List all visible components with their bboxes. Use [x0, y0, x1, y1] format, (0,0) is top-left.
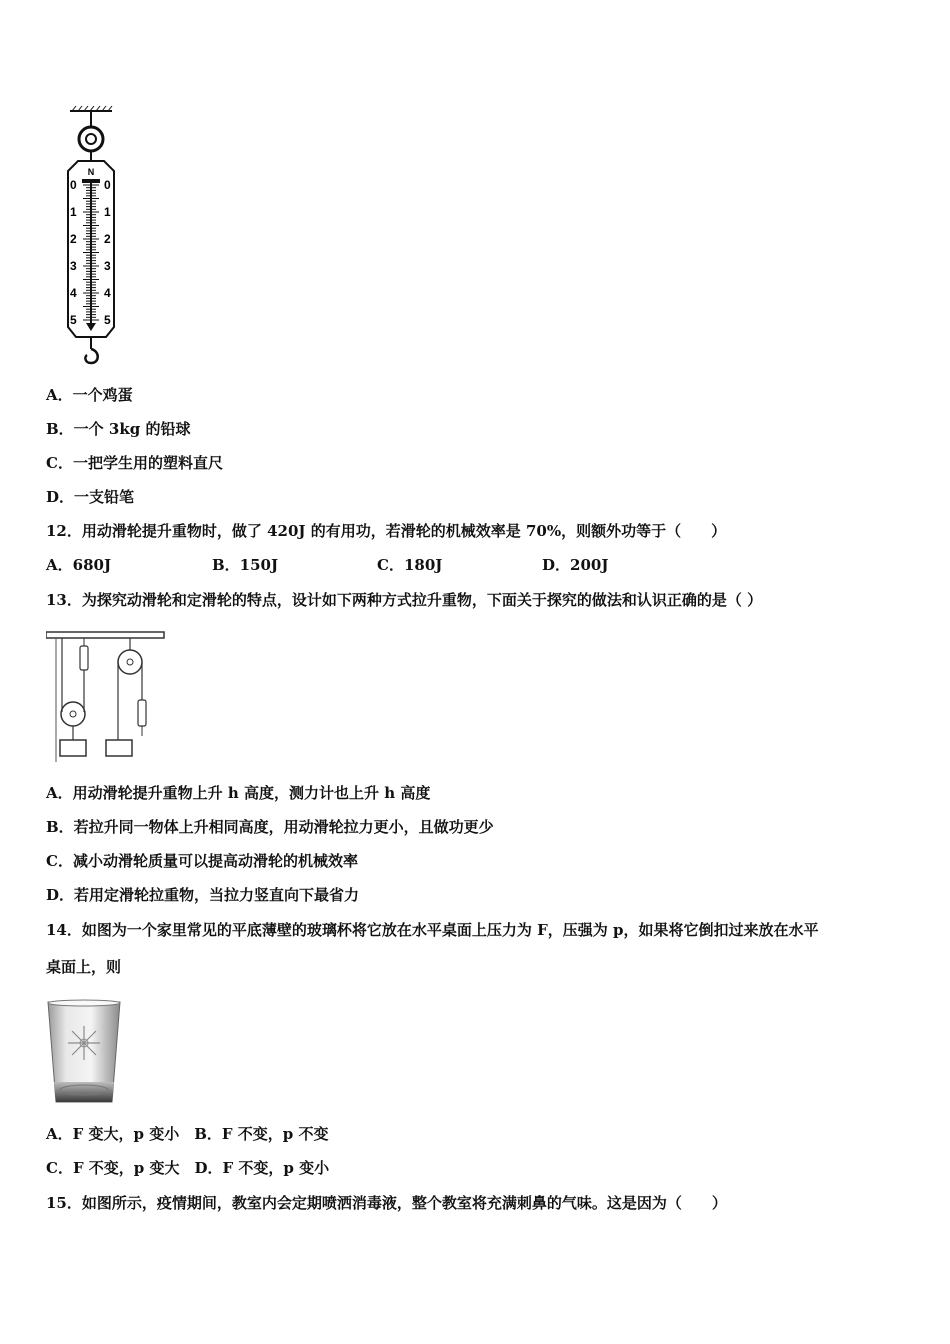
q12-option-d: D．200J [542, 556, 609, 574]
q12-option-c: C．180J [377, 556, 443, 574]
q11-option-b: B．一个 3kg 的铅球 [46, 420, 191, 438]
tick-left-3: 3 [70, 259, 77, 273]
q13-stem: 13．为探究动滑轮和定滑轮的特点，设计如下两种方式拉升重物，下面关于探究的做法和认识正确的是（ ） [46, 591, 763, 609]
q13-option-d: D．若用定滑轮拉重物，当拉力竖直向下最省力 [46, 886, 360, 904]
tick-left-5: 5 [70, 313, 77, 327]
q14-options-row2: C．F 不变，p 变大 D．F 不变，p 变小 [46, 1159, 330, 1177]
q13-option-b: B．若拉升同一物体上升相同高度，用动滑轮拉力更小，且做功更少 [46, 818, 494, 836]
tick-right-5: 5 [104, 313, 111, 327]
tick-left-2: 2 [70, 232, 77, 246]
tick-left-4: 4 [70, 286, 77, 300]
q12-stem: 12．用动滑轮提升重物时，做了 420J 的有用功，若滑轮的机械效率是 70%，则额外功等于（ ） [46, 522, 727, 540]
q14-stem-line2: 桌面上，则 [46, 958, 122, 976]
q14-stem-line1: 14．如图为一个家里常见的平底薄壁的玻璃杯将它放在水平桌面上压力为 F，压强为 p，如果将它倒扣过来放在水平 [46, 921, 819, 939]
q12-option-b: B．150J [212, 556, 279, 574]
q11-option-d: D．一支铅笔 [46, 488, 135, 506]
tick-right-0: 0 [104, 178, 111, 192]
tick-left-1: 1 [70, 205, 77, 219]
tick-right-1: 1 [104, 205, 111, 219]
spring-scale-figure [60, 105, 122, 370]
q15-stem: 15．如图所示，疫情期间，教室内会定期喷洒消毒液，整个教室将充满刺鼻的气味。这是因为（ ） [46, 1194, 727, 1212]
tick-right-2: 2 [104, 232, 111, 246]
pulley-figure [46, 628, 168, 762]
q11-option-a: A．一个鸡蛋 [46, 386, 133, 404]
tick-right-4: 4 [104, 286, 111, 300]
q11-option-c: C．一把学生用的塑料直尺 [46, 454, 223, 472]
q14-options-row1: A．F 变大，p 变小 B．F 不变，p 不变 [46, 1125, 329, 1143]
q12-option-a: A．680J [46, 556, 112, 574]
tick-left-0: 0 [70, 178, 77, 192]
tick-right-3: 3 [104, 259, 111, 273]
glass-figure [46, 998, 122, 1108]
spring-scale-unit: N [87, 167, 95, 177]
q13-option-c: C．减小动滑轮质量可以提高动滑轮的机械效率 [46, 852, 358, 870]
q13-option-a: A．用动滑轮提升重物上升 h 高度，测力计也上升 h 高度 [46, 784, 431, 802]
